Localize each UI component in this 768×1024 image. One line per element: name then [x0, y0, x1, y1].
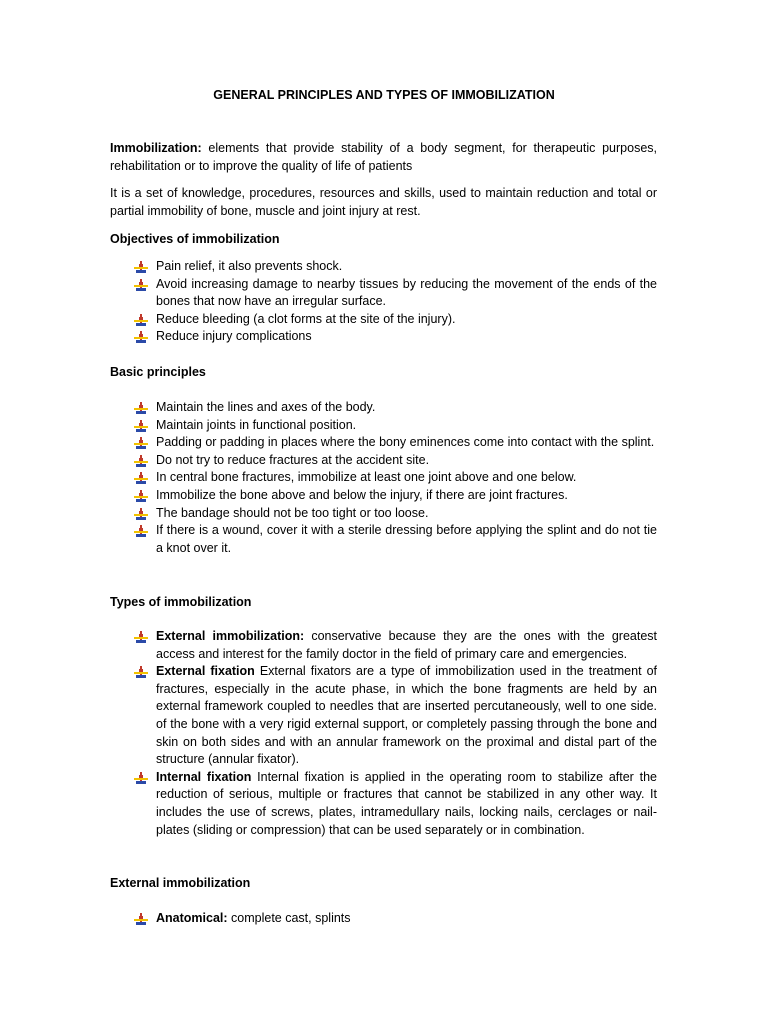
principles-heading: Basic principles — [110, 365, 206, 379]
bullet-icon — [134, 472, 148, 484]
external-list — [110, 910, 657, 928]
bullet-icon — [134, 631, 148, 643]
list-item: If there is a wound, cover it with a sterile dressing before applying the splint and do not tie a knot over it. — [110, 522, 657, 557]
objectives-heading: Objectives of immobilization — [110, 232, 280, 246]
bullet-icon — [134, 490, 148, 502]
intro-definition-text: elements that provide stability of a body segment, for therapeutic purposes, rehabilitation or to improve the quality of life of patients — [110, 141, 657, 173]
list-item: The bandage should not be too tight or too loose. — [110, 505, 657, 523]
types-heading: Types of immobilization — [110, 595, 252, 609]
list-item: Reduce injury complications — [110, 328, 657, 346]
list-item: In central bone fractures, immobilize at least one joint above and one below. — [110, 469, 657, 487]
bullet-icon — [134, 437, 148, 449]
list-item: Reduce bleeding (a clot forms at the site of the injury). — [110, 311, 657, 329]
list-item: External immobilization: conservative because they are the ones with the greatest access and interest for the family doctor in the field of primary care and emergencies. — [110, 628, 657, 663]
bullet-icon — [134, 279, 148, 291]
intro-description: It is a set of knowledge, procedures, resources and skills, used to maintain reduction and total or partial immobility of bone, muscle and joint injury at rest. — [110, 186, 657, 218]
list-item: Avoid increasing damage to nearby tissues by reducing the movement of the ends of the bones that now have an irregular surface. — [110, 276, 657, 311]
bullet-icon — [134, 331, 148, 343]
list-item: Anatomical: complete cast, splints — [110, 910, 657, 928]
list-item: Internal fixation Internal fixation is applied in the operating room to stabilize after the reduction of serious, multiple or fractures that cannot be stabilized in any other way. It includes the use of screws, plates, intramedullary nails, locking nails, cerclages or nail-plates (sliding or compression) that can be used separately or in combination. — [110, 769, 657, 839]
intro-term: Immobilization: — [110, 141, 202, 155]
bullet-icon — [134, 314, 148, 326]
list-item: Maintain the lines and axes of the body. — [110, 399, 657, 417]
principles-list — [110, 399, 657, 557]
list-item: Padding or padding in places where the bony eminences come into contact with the splint. — [110, 434, 657, 452]
list-item: Do not try to reduce fractures at the accident site. — [110, 452, 657, 470]
external-heading: External immobilization — [110, 876, 251, 890]
list-item: Maintain joints in functional position. — [110, 417, 657, 435]
bullet-icon — [134, 420, 148, 432]
bullet-icon — [134, 666, 148, 678]
document-title: GENERAL PRINCIPLES AND TYPES OF IMMOBILIZATION — [213, 88, 555, 102]
bullet-icon — [134, 261, 148, 273]
bullet-icon — [134, 913, 148, 925]
list-item: External fixation External fixators are a type of immobilization used in the treatment of fractures, especially in the acute phase, in which the bone fragments are held by an external framework coupled to needles that are inserted percutaneously, well to one side. of the bone with a very rigid external support, or completely passing through the bone and skin on both sides and with an annular framework on the proximal and distal part of the structure (annular fixator). — [110, 663, 657, 769]
objectives-list — [110, 258, 657, 346]
bullet-icon — [134, 772, 148, 784]
list-item: Pain relief, it also prevents shock. — [110, 258, 657, 276]
bullet-icon — [134, 402, 148, 414]
bullet-icon — [134, 508, 148, 520]
bullet-icon — [134, 455, 148, 467]
bullet-icon — [134, 525, 148, 537]
list-item: Immobilize the bone above and below the injury, if there are joint fractures. — [110, 487, 657, 505]
types-list — [110, 628, 657, 839]
intro-definition — [110, 140, 657, 175]
